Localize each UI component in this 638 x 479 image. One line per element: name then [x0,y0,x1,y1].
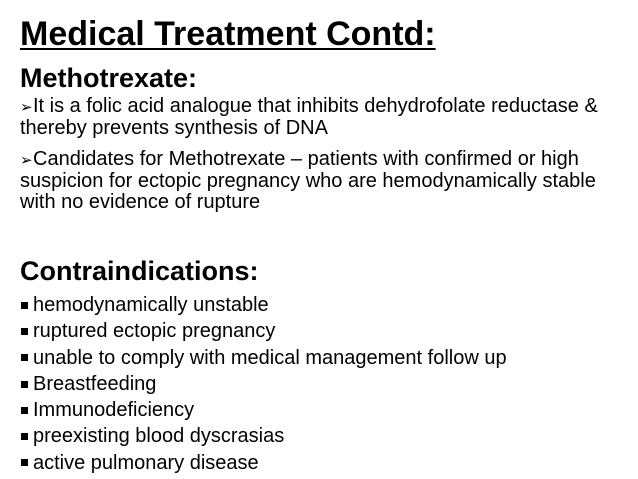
slide-title: Medical Treatment Contd: [20,15,436,53]
square-bullet-icon [21,328,28,335]
methotrexate-point-text: Candidates for Methotrexate – patients with confirmed or high suspicion for ectopic pregnancy who are hemodynamically stable with no evidence of rupture [20,148,596,213]
list-item [20,397,507,423]
square-bullet-icon [21,433,28,440]
list-item-text: preexisting blood dyscrasias [33,425,285,448]
methotrexate-heading: Methotrexate: [20,63,198,93]
contraindications-heading: Contraindications: [20,256,259,286]
list-item [20,345,507,371]
list-item [20,423,507,449]
list-item [20,371,507,397]
square-bullet-icon [21,407,28,414]
arrow-bullet-icon: ➢ [20,99,33,116]
contraindications-list [20,292,507,476]
square-bullet-icon [21,381,28,388]
methotrexate-point [20,96,632,139]
list-item [20,450,507,476]
list-item [20,318,507,344]
list-item-text: ruptured ectopic pregnancy [33,320,276,343]
list-item-text: unable to comply with medical management follow up [33,346,507,369]
arrow-bullet-icon: ➢ [20,152,33,169]
methotrexate-point-text: It is a folic acid analogue that inhibits dehydrofolate reductase & thereby prevents synthesis of DNA [20,95,598,139]
square-bullet-icon [21,302,28,309]
methotrexate-point [20,149,632,213]
list-item-text: Immunodeficiency [33,399,195,422]
square-bullet-icon [21,459,28,466]
list-item-text: hemodynamically unstable [33,294,269,316]
list-item-text: Breastfeeding [33,372,157,395]
list-item [20,292,507,318]
list-item-text: active pulmonary disease [33,451,259,474]
square-bullet-icon [21,354,28,361]
